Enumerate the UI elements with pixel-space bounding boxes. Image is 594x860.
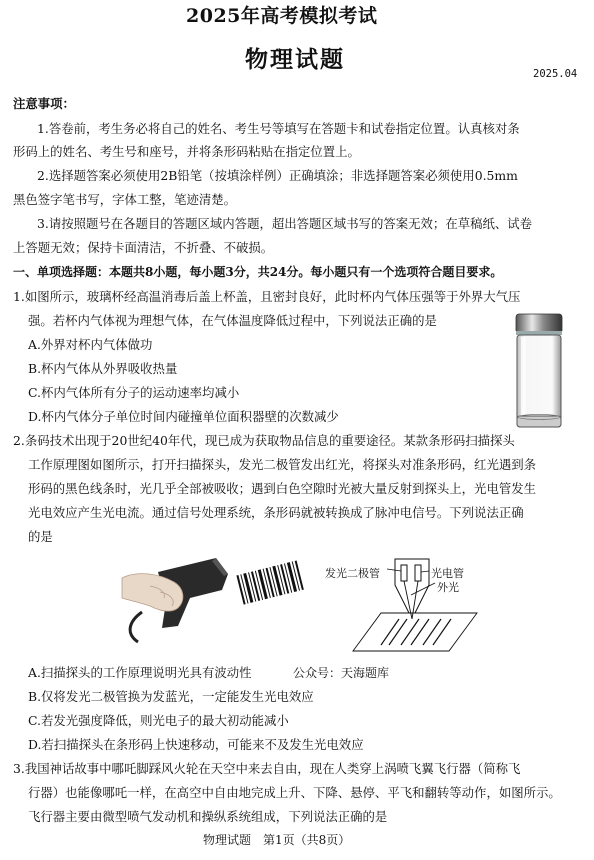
scanner-principle-diagram [325,555,485,655]
question-2-stem: 2.条码技术出现于20世纪40年代，现已成为获取物品信息的重要途径。某款条形码扫描探头 [13,433,515,448]
glass-cup-image [508,312,570,432]
exam-title: 2025年高考模拟考试 [186,5,378,27]
question-2-option-c: C.若发光强度降低，则光电子的最大初动能减小 [28,713,289,728]
notice-line: 3.请按照题号在各题目的答题区域内答题，超出答题区域书写的答案无效；在草稿纸、试卷 [37,216,533,231]
question-2-stem: 的是 [28,529,53,544]
question-1-option-b: B.杯内气体从外界吸收热量 [28,361,178,376]
page-footer: 物理试题 第1页（共8页） [203,833,351,847]
question-2-stem: 工作原理图如图所示，打开扫描探头，发光二极管发出红光，将探头对准条形码，红光遇到条 [28,457,537,472]
subject-title: 物理试题 [245,46,345,73]
notice-line: 黑色签字笔书写，字体工整，笔迹清楚。 [13,192,237,207]
question-2-option-a: A.扫描探头的工作原理说明光具有波动性 [28,665,252,680]
question-1-stem: 强。若杯内气体视为理想气体，在气体温度降低过程中，下列说法正确的是 [28,313,437,328]
question-2-stem: 形码的黑色线条时，光几乎全部被吸收；遇到白色空隙时光被大量反射到探头上，光电管发生 [28,481,537,496]
notice-line: 形码上的姓名、考生号和座号，并将条形码粘贴在指定位置上。 [13,144,360,159]
question-2-option-d: D.若扫描探头在条形码上快速移动，可能来不及发生光电效应 [28,737,364,752]
question-1-option-d: D.杯内气体分子单位时间内碰撞单位面积器壁的次数减少 [28,409,339,424]
section-heading: 一、单项选择题：本题共8小题，每小题3分，共24分。每小题只有一个选项符合题目要求。 [13,265,503,279]
notice-line: 2.选择题答案必须使用2B铅笔（按填涂样例）正确填涂；非选择题答案必须使用0.5mm [37,168,518,183]
watermark-text: 公众号：天海题库 [293,666,390,680]
diagram-label-led: 发光二极管 [325,567,380,580]
question-2-stem: 光电效应产生光电流。通过信号处理系统，条形码就被转换成了脉冲电信号。下列说法正确 [28,505,524,520]
question-1-option-c: C.杯内气体所有分子的运动速率均减小 [28,385,240,400]
notice-line: 1.答卷前，考生务必将自己的姓名、考生号等填写在答题卡和试卷指定位置。认真核对条 [37,121,520,136]
exam-date: 2025.04 [533,68,578,80]
question-1-stem: 1.如图所示，玻璃杯经高温消毒后盖上杯盖，且密封良好，此时杯内气体压强等于外界大气压 [13,289,521,304]
question-2-option-b: B.仅将发光二极管换为发蓝光，一定能发生光电效应 [28,689,314,704]
notice-heading: 注意事项： [13,96,75,111]
diagram-label-phototube: 光电管 [431,567,464,580]
notice-line: 上答题无效；保持卡面清洁，不折叠、不破损。 [13,240,274,255]
question-1-option-a: A.外界对杯内气体做功 [28,337,153,352]
barcode-scanner-image [120,552,305,644]
question-3-stem: 行器）也能像哪吒一样，在高空中自由地完成上升、下降、悬停、平飞和翻转等动作，如图所示。 [28,785,561,800]
question-3-stem: 飞行器主要由微型喷气发动机和操纵系统组成，下列说法正确的是 [28,809,388,824]
diagram-label-external-light: 外光 [437,581,459,594]
question-3-stem: 3.我国神话故事中哪吒脚踩风火轮在天空中来去自由，现在人类穿上涡喷飞翼飞行器（简称飞 [13,761,521,776]
